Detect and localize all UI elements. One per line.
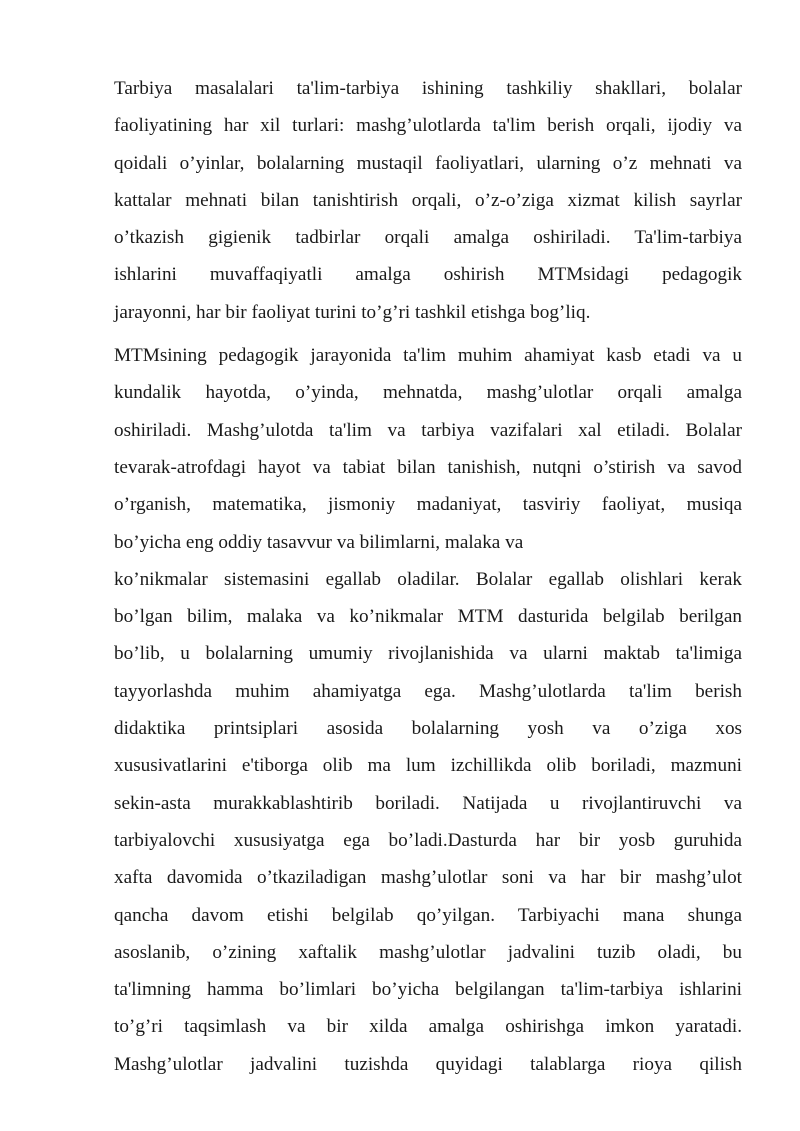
text-line: o’tkazish gigienik tadbirlar orqali amalga oshiriladi. Ta'lim-tarbiya	[114, 227, 742, 249]
text-line: tarbiyalovchi xususiyatga ega bo’ladi.Dasturda har bir yosb guruhida	[114, 829, 742, 851]
text-line: MTMsining pedagogik jarayonida ta'lim muhim ahamiyat kasb etadi va u	[114, 345, 742, 367]
text-line: sekin-asta murakkablashtirib boriladi. Natijada u rivojlantiruvchi va	[114, 792, 742, 814]
paragraph-1	[114, 70, 742, 331]
text-line: ishlarini muvaffaqiyatli amalga oshirish MTMsidagi pedagogik	[114, 264, 742, 286]
text-line: qancha davom etishi belgilab qo’yilgan. Tarbiyachi mana shunga	[114, 904, 742, 926]
text-line: to’g’ri taqsimlash va bir xilda amalga oshirishga imkon yaratadi.	[114, 1016, 742, 1038]
text-line: ta'limning hamma bo’limlari bo’yicha belgilangan ta'lim-tarbiya ishlarini	[114, 979, 742, 1001]
text-line: faoliyatining har xil turlari: mashg’ulotlarda ta'lim berish orqali, ijodiy va	[114, 115, 742, 137]
text-line: oshiriladi. Mashg’ulotda ta'lim va tarbiya vazifalari xal etiladi. Bolalar	[114, 419, 742, 441]
text-line: kundalik hayotda, o’yinda, mehnatda, mashg’ulotlar orqali amalga	[114, 382, 742, 404]
text-line: bo’lgan bilim, malaka va ko’nikmalar MTM dasturida belgilab berilgan	[114, 606, 742, 628]
text-line: qoidali o’yinlar, bolalarning mustaqil faoliyatlari, ularning o’z mehnati va	[114, 152, 742, 174]
text-line: didaktika printsiplari asosida bolalarning yosh va o’ziga xos	[114, 718, 742, 740]
text-line: Tarbiya masalalari ta'lim-tarbiya ishining tashkiliy shakllari, bolalar	[114, 78, 742, 99]
text-line: ko’nikmalar sistemasini egallab oladilar. Bolalar egallab olishlari kerak	[114, 568, 742, 590]
text-line: xususivatlarini e'tiborga olib ma lum izchillikda olib boriladi, mazmuni	[114, 755, 742, 777]
text-line: o’rganish, matematika, jismoniy madaniyat, tasviriy faoliyat, musiqa	[114, 494, 742, 516]
text-line: bo’yicha eng oddiy tasavvur va bilimlarni, malaka va	[114, 531, 524, 553]
document-page	[114, 70, 742, 1083]
text-line: bo’lib, u bolalarning umumiy rivojlanishida va ularni maktab ta'limiga	[114, 643, 742, 665]
text-line: asoslanib, o’zining xaftalik mashg’ulotlar jadvalini tuzib oladi, bu	[114, 941, 742, 963]
text-line: tayyorlashda muhim ahamiyatga ega. Mashg’ulotlarda ta'lim berish	[114, 680, 742, 702]
text-line: xafta davomida o’tkaziladigan mashg’ulotlar soni va har bir mashg’ulot	[114, 867, 742, 889]
text-line: jarayonni, har bir faoliyat turini to’g’ri tashkil etishga bog’liq.	[114, 301, 591, 323]
paragraph-2	[114, 337, 742, 1083]
text-line: kattalar mehnati bilan tanishtirish orqali, o’z-o’ziga xizmat kilish sayrlar	[114, 189, 742, 211]
text-line: Mashg’ulotlar jadvalini tuzishda quyidagi talablarga rioya qilish	[114, 1053, 742, 1075]
text-line: tevarak-atrofdagi hayot va tabiat bilan tanishish, nutqni o’stirish va savod	[114, 456, 742, 478]
